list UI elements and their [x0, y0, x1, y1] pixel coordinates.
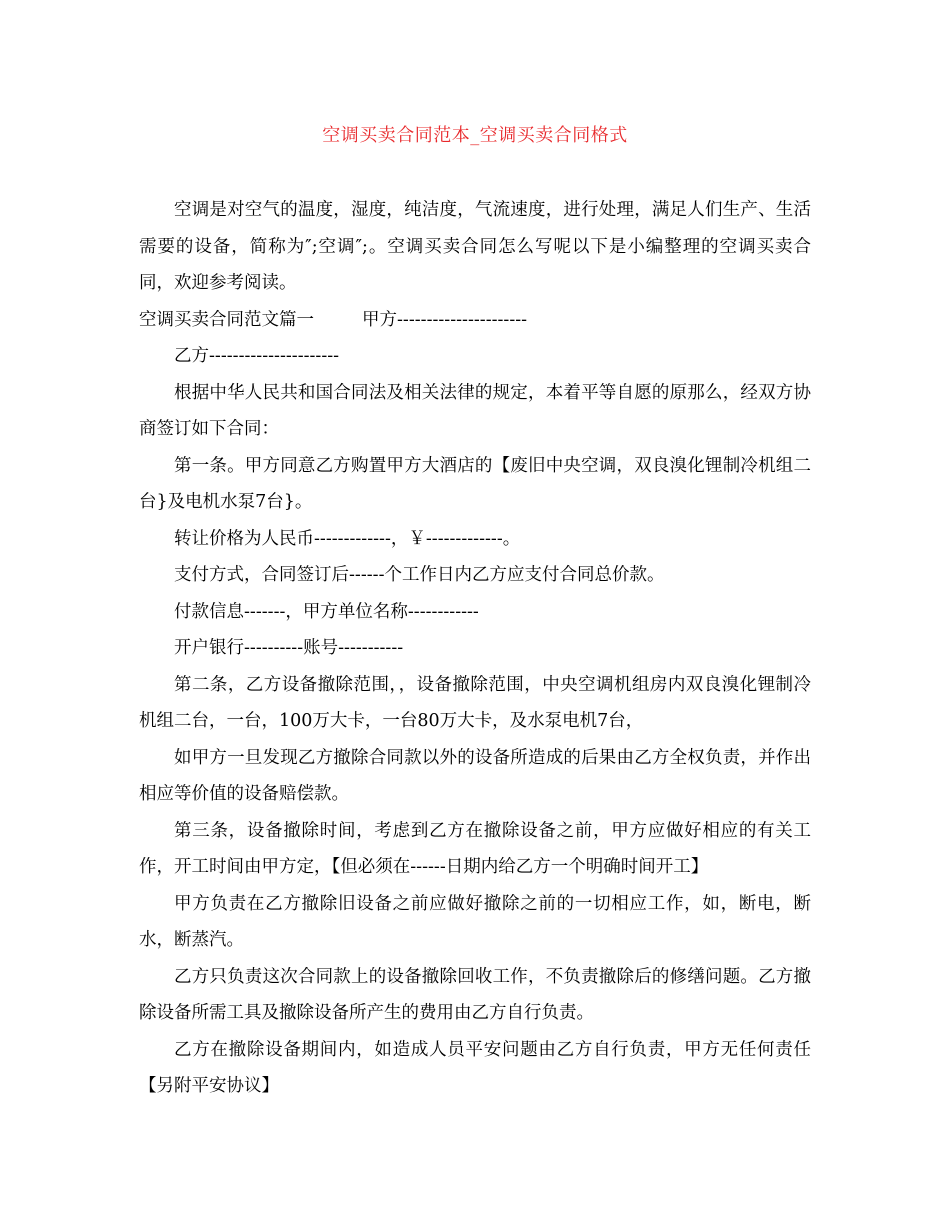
- contract-heading-line: [139, 302, 811, 339]
- preparation-paragraph: 甲方负责在乙方撤除旧设备之前应做好撤除之前的一切相应工作，如，断电，断水，断蒸汽。: [139, 893, 811, 950]
- bank-account-paragraph: 开户银行----------账号-----------: [174, 638, 404, 658]
- article-three-paragraph: 第三条，设备撤除时间，考虑到乙方在撤除设备之前，甲方应做好相应的有关工作，开工时间由甲方定，【但必须在------日期内给乙方一个明确时间开工】: [139, 820, 811, 877]
- party-a-line: 甲方----------------------: [362, 309, 528, 330]
- payment-method-paragraph: 支付方式，合同签订后------个工作日内乙方应支付合同总价款。: [174, 565, 665, 585]
- party-b-line: 乙方----------------------: [174, 346, 340, 366]
- scope-of-work-paragraph: 乙方只负责这次合同款上的设备撤除回收工作，不负责撤除后的修缮问题。乙方撤除设备所需工具及撤除设备所产生的费用由乙方自行负责。: [139, 966, 811, 1023]
- document-body: [139, 192, 811, 1105]
- article-one-paragraph: 第一条。甲方同意乙方购置甲方大酒店的【废旧中央空调，双良溴化锂制冷机组二台}及电机水泵7台}。: [139, 455, 811, 512]
- price-paragraph: 转让价格为人民币-------------，￥-------------。: [174, 528, 521, 549]
- payment-info-paragraph: 付款信息-------，甲方单位名称------------: [174, 601, 479, 622]
- contract-heading-label: 空调买卖合同范文篇一: [139, 309, 314, 330]
- article-two-paragraph: 第二条，乙方设备撤除范围，，设备撤除范围，中央空调机组房内双良溴化锂制冷机组二台，一台，100万大卡，一台80万大卡，及水泵电机7台，: [139, 674, 811, 731]
- legal-basis-paragraph: 根据中华人民共和国合同法及相关法律的规定，本着平等自愿的原那么，经双方协商签订如下合同：: [139, 382, 811, 439]
- liability-paragraph: 如甲方一旦发现乙方撤除合同款以外的设备所造成的后果由乙方全权负责，并作出相应等价值的设备赔偿款。: [139, 747, 811, 804]
- document-title: 空调买卖合同范本_空调买卖合同格式: [322, 125, 628, 146]
- safety-paragraph: 乙方在撤除设备期间内，如造成人员平安问题由乙方自行负责，甲方无任何责任【另附平安协议】: [139, 1039, 811, 1096]
- intro-paragraph: 空调是对空气的温度，湿度，纯洁度，气流速度，进行处理，满足人们生产、生活需要的设备，简称为″;空调″;。空调买卖合同怎么写呢以下是小编整理的空调买卖合同，欢迎参考阅读。: [139, 200, 811, 293]
